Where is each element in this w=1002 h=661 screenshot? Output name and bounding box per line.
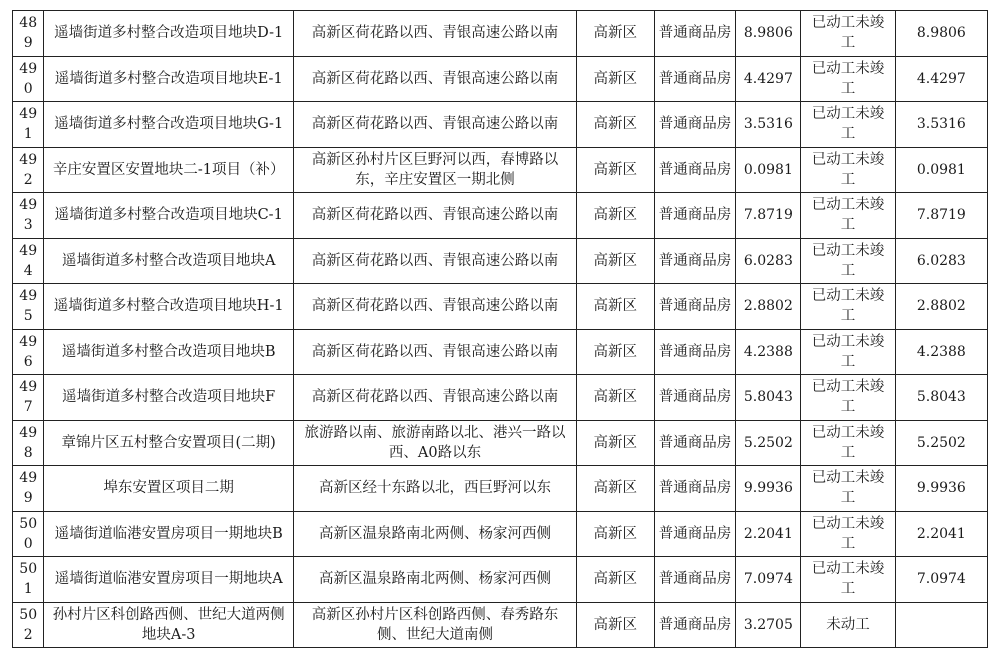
remaining-area-cell: 6.0283 <box>895 238 987 284</box>
location-cell: 高新区孙村片区巨野河以西，春博路以东，辛庄安置区一期北侧 <box>293 147 576 193</box>
area-cell: 2.8802 <box>736 284 801 330</box>
construction-status-cell: 已动工未竣工 <box>801 284 895 330</box>
construction-status-cell: 已动工未竣工 <box>801 102 895 148</box>
project-name-cell: 遥墙街道多村整合改造项目地块E-1 <box>44 56 294 102</box>
housing-type-cell: 普通商品房 <box>654 375 736 421</box>
district-cell: 高新区 <box>577 329 655 375</box>
project-name-cell: 遥墙街道多村整合改造项目地块A <box>44 238 294 284</box>
location-cell: 旅游路以南、旅游南路以北、港兴一路以西、A0路以东 <box>293 420 576 466</box>
row-number-cell: 494 <box>13 238 44 284</box>
table-row <box>13 56 988 102</box>
district-cell: 高新区 <box>577 557 655 603</box>
table-row <box>13 329 988 375</box>
district-cell: 高新区 <box>577 420 655 466</box>
housing-type-cell: 普通商品房 <box>654 193 736 239</box>
construction-status-cell: 已动工未竣工 <box>801 329 895 375</box>
housing-type-cell: 普通商品房 <box>654 466 736 512</box>
remaining-area-cell: 8.9806 <box>895 11 987 57</box>
remaining-area-cell: 4.4297 <box>895 56 987 102</box>
district-cell: 高新区 <box>577 193 655 239</box>
location-cell: 高新区荷花路以西、青银高速公路以南 <box>293 193 576 239</box>
project-name-cell: 遥墙街道多村整合改造项目地块H-1 <box>44 284 294 330</box>
project-name-cell: 遥墙街道多村整合改造项目地块C-1 <box>44 193 294 239</box>
district-cell: 高新区 <box>577 602 655 648</box>
location-cell: 高新区荷花路以西、青银高速公路以南 <box>293 238 576 284</box>
row-number-cell: 498 <box>13 420 44 466</box>
housing-type-cell: 普通商品房 <box>654 56 736 102</box>
row-number-cell: 495 <box>13 284 44 330</box>
table-row <box>13 102 988 148</box>
housing-type-cell: 普通商品房 <box>654 284 736 330</box>
table-body <box>13 11 988 648</box>
construction-status-cell: 已动工未竣工 <box>801 511 895 557</box>
remaining-area-cell: 2.2041 <box>895 511 987 557</box>
housing-type-cell: 普通商品房 <box>654 602 736 648</box>
remaining-area-cell: 3.5316 <box>895 102 987 148</box>
land-supply-table-container <box>12 10 988 648</box>
location-cell: 高新区荷花路以西、青银高速公路以南 <box>293 284 576 330</box>
area-cell: 3.2705 <box>736 602 801 648</box>
table-row <box>13 557 988 603</box>
area-cell: 0.0981 <box>736 147 801 193</box>
project-name-cell: 遥墙街道多村整合改造项目地块G-1 <box>44 102 294 148</box>
area-cell: 7.0974 <box>736 557 801 603</box>
area-cell: 6.0283 <box>736 238 801 284</box>
row-number-cell: 500 <box>13 511 44 557</box>
area-cell: 4.2388 <box>736 329 801 375</box>
area-cell: 9.9936 <box>736 466 801 512</box>
row-number-cell: 496 <box>13 329 44 375</box>
location-cell: 高新区温泉路南北两侧、杨家河西侧 <box>293 557 576 603</box>
table-row <box>13 602 988 648</box>
housing-type-cell: 普通商品房 <box>654 557 736 603</box>
row-number-cell: 499 <box>13 466 44 512</box>
project-name-cell: 孙村片区科创路西侧、世纪大道两侧地块A-3 <box>44 602 294 648</box>
district-cell: 高新区 <box>577 11 655 57</box>
project-name-cell: 遥墙街道临港安置房项目一期地块A <box>44 557 294 603</box>
construction-status-cell: 已动工未竣工 <box>801 238 895 284</box>
row-number-cell: 501 <box>13 557 44 603</box>
construction-status-cell: 已动工未竣工 <box>801 466 895 512</box>
project-name-cell: 章锦片区五村整合安置项目(二期) <box>44 420 294 466</box>
land-supply-table <box>12 10 988 648</box>
remaining-area-cell <box>895 602 987 648</box>
housing-type-cell: 普通商品房 <box>654 238 736 284</box>
district-cell: 高新区 <box>577 284 655 330</box>
table-row <box>13 375 988 421</box>
area-cell: 7.8719 <box>736 193 801 239</box>
row-number-cell: 491 <box>13 102 44 148</box>
row-number-cell: 490 <box>13 56 44 102</box>
row-number-cell: 497 <box>13 375 44 421</box>
project-name-cell: 遥墙街道多村整合改造项目地块D-1 <box>44 11 294 57</box>
project-name-cell: 埠东安置区项目二期 <box>44 466 294 512</box>
project-name-cell: 遥墙街道多村整合改造项目地块F <box>44 375 294 421</box>
district-cell: 高新区 <box>577 466 655 512</box>
project-name-cell: 辛庄安置区安置地块二-1项目（补） <box>44 147 294 193</box>
table-row <box>13 420 988 466</box>
table-row <box>13 147 988 193</box>
housing-type-cell: 普通商品房 <box>654 511 736 557</box>
remaining-area-cell: 4.2388 <box>895 329 987 375</box>
construction-status-cell: 已动工未竣工 <box>801 11 895 57</box>
construction-status-cell: 已动工未竣工 <box>801 56 895 102</box>
housing-type-cell: 普通商品房 <box>654 102 736 148</box>
remaining-area-cell: 7.0974 <box>895 557 987 603</box>
district-cell: 高新区 <box>577 102 655 148</box>
table-row <box>13 511 988 557</box>
area-cell: 3.5316 <box>736 102 801 148</box>
housing-type-cell: 普通商品房 <box>654 420 736 466</box>
remaining-area-cell: 7.8719 <box>895 193 987 239</box>
construction-status-cell: 已动工未竣工 <box>801 147 895 193</box>
housing-type-cell: 普通商品房 <box>654 147 736 193</box>
project-name-cell: 遥墙街道多村整合改造项目地块B <box>44 329 294 375</box>
remaining-area-cell: 9.9936 <box>895 466 987 512</box>
remaining-area-cell: 0.0981 <box>895 147 987 193</box>
location-cell: 高新区荷花路以西、青银高速公路以南 <box>293 375 576 421</box>
district-cell: 高新区 <box>577 56 655 102</box>
area-cell: 5.2502 <box>736 420 801 466</box>
remaining-area-cell: 5.2502 <box>895 420 987 466</box>
location-cell: 高新区荷花路以西、青银高速公路以南 <box>293 102 576 148</box>
construction-status-cell: 已动工未竣工 <box>801 375 895 421</box>
district-cell: 高新区 <box>577 147 655 193</box>
construction-status-cell: 未动工 <box>801 602 895 648</box>
location-cell: 高新区荷花路以西、青银高速公路以南 <box>293 56 576 102</box>
table-row <box>13 466 988 512</box>
table-row <box>13 11 988 57</box>
table-row <box>13 284 988 330</box>
table-row <box>13 193 988 239</box>
row-number-cell: 493 <box>13 193 44 239</box>
row-number-cell: 489 <box>13 11 44 57</box>
location-cell: 高新区温泉路南北两侧、杨家河西侧 <box>293 511 576 557</box>
row-number-cell: 502 <box>13 602 44 648</box>
construction-status-cell: 已动工未竣工 <box>801 420 895 466</box>
area-cell: 4.4297 <box>736 56 801 102</box>
area-cell: 5.8043 <box>736 375 801 421</box>
location-cell: 高新区荷花路以西、青银高速公路以南 <box>293 11 576 57</box>
area-cell: 8.9806 <box>736 11 801 57</box>
table-row <box>13 238 988 284</box>
remaining-area-cell: 5.8043 <box>895 375 987 421</box>
location-cell: 高新区经十东路以北，西巨野河以东 <box>293 466 576 512</box>
location-cell: 高新区荷花路以西、青银高速公路以南 <box>293 329 576 375</box>
housing-type-cell: 普通商品房 <box>654 329 736 375</box>
project-name-cell: 遥墙街道临港安置房项目一期地块B <box>44 511 294 557</box>
district-cell: 高新区 <box>577 238 655 284</box>
district-cell: 高新区 <box>577 375 655 421</box>
row-number-cell: 492 <box>13 147 44 193</box>
construction-status-cell: 已动工未竣工 <box>801 193 895 239</box>
construction-status-cell: 已动工未竣工 <box>801 557 895 603</box>
remaining-area-cell: 2.8802 <box>895 284 987 330</box>
area-cell: 2.2041 <box>736 511 801 557</box>
district-cell: 高新区 <box>577 511 655 557</box>
location-cell: 高新区孙村片区科创路西侧、春秀路东侧、世纪大道南侧 <box>293 602 576 648</box>
housing-type-cell: 普通商品房 <box>654 11 736 57</box>
